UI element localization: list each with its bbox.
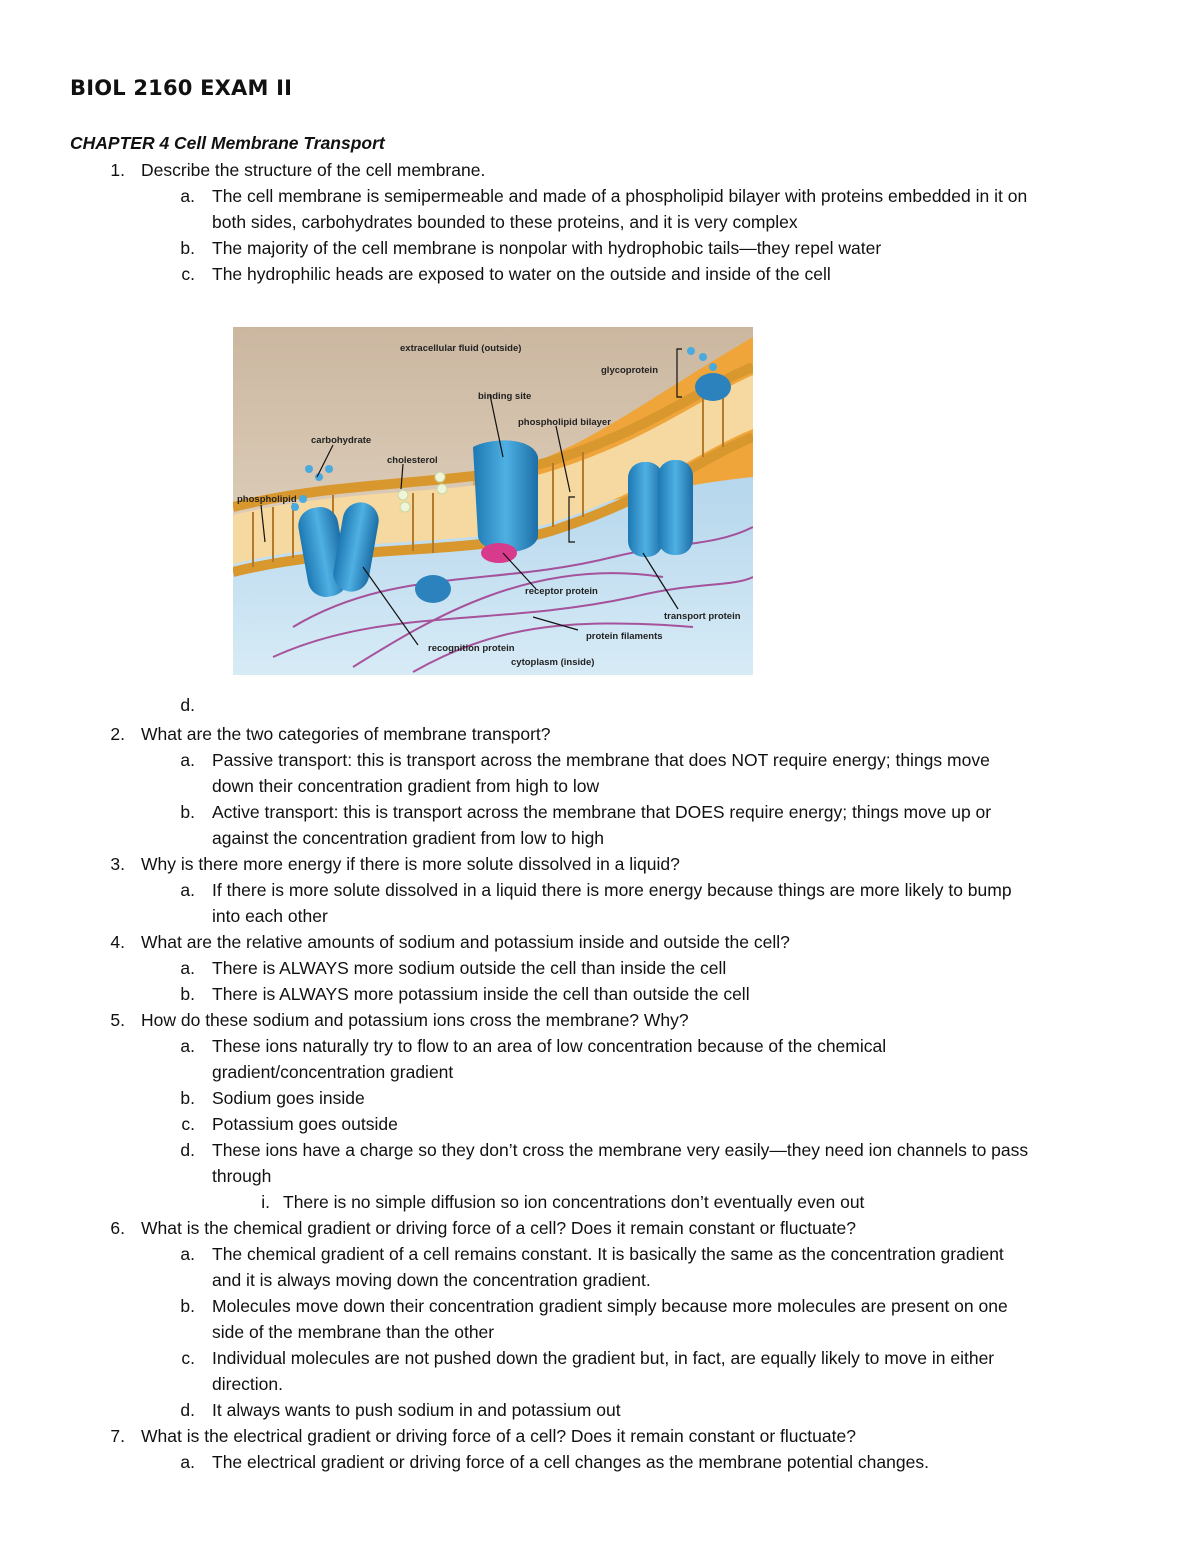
- label-extracellular: extracellular fluid (outside): [400, 343, 522, 354]
- label-recognition-protein: recognition protein: [428, 643, 515, 654]
- label-receptor-protein: receptor protein: [525, 586, 598, 597]
- label-transport-protein: transport protein: [664, 611, 741, 622]
- label-phospholipid-bilayer: phospholipid bilayer: [518, 417, 611, 428]
- label-phospholipid: phospholipid: [237, 494, 297, 505]
- label-binding-site: binding site: [478, 391, 532, 402]
- label-cytoplasm: cytoplasm (inside): [511, 657, 595, 668]
- label-protein-filaments: protein filaments: [586, 631, 663, 642]
- page-title: BIOL 2160 EXAM II: [70, 76, 293, 100]
- label-glycoprotein: glycoprotein: [601, 365, 659, 376]
- chapter-heading: CHAPTER 4 Cell Membrane Transport: [70, 133, 385, 153]
- cell-membrane-figure: [233, 327, 753, 675]
- label-carbohydrate: carbohydrate: [311, 435, 372, 446]
- label-cholesterol: cholesterol: [387, 455, 438, 466]
